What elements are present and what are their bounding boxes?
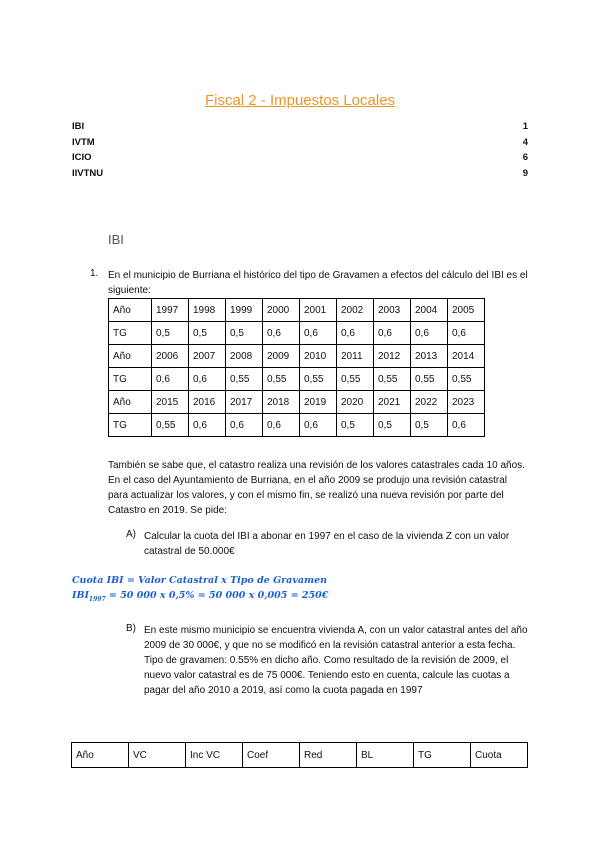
tax-rate-history-table <box>108 298 485 437</box>
table-cell: 2004 <box>411 299 448 322</box>
toc-page: 4 <box>522 136 528 148</box>
toc-entry[interactable] <box>72 150 528 166</box>
table-cell: 2014 <box>448 345 485 368</box>
section-heading: IBI <box>108 232 124 247</box>
calc-header-row <box>72 743 528 768</box>
table-row <box>109 368 485 391</box>
table-cell: 2007 <box>189 345 226 368</box>
toc-entry[interactable] <box>72 135 528 151</box>
formula-result <box>72 590 328 603</box>
table-cell: 2019 <box>300 391 337 414</box>
table-cell: 2008 <box>226 345 263 368</box>
table-of-contents <box>72 119 528 181</box>
table-cell: 1998 <box>189 299 226 322</box>
table-cell: 0,6 <box>448 322 485 345</box>
table-cell: 0,5 <box>189 322 226 345</box>
calc-header-cell: Cuota <box>471 743 528 768</box>
table-row <box>109 299 485 322</box>
document-title: Fiscal 2 - Impuestos Locales <box>204 92 396 109</box>
part-a-text: Calcular la cuota del IBI a abonar en 1997 en el caso de la vivienda Z con un valor catastral de 50.000€ <box>144 531 510 557</box>
table-row <box>109 345 485 368</box>
table-cell: 0,55 <box>263 368 300 391</box>
table-cell: 0,55 <box>152 414 189 437</box>
table-cell: TG <box>109 368 152 391</box>
table-cell: 2020 <box>337 391 374 414</box>
table-cell: 0,5 <box>374 414 411 437</box>
table-cell: 0,55 <box>226 368 263 391</box>
table-cell: 0,6 <box>300 322 337 345</box>
table-cell: 0,55 <box>448 368 485 391</box>
calc-header-cell: VC <box>129 743 186 768</box>
table-cell: TG <box>109 322 152 345</box>
calc-header-cell: TG <box>414 743 471 768</box>
table-cell: 0,55 <box>300 368 337 391</box>
formula-subscript: 1997 <box>88 595 106 603</box>
table-cell: 0,5 <box>152 322 189 345</box>
calculation-table <box>71 742 528 768</box>
part-a-letter: A) <box>126 529 136 540</box>
table-cell: 0,5 <box>337 414 374 437</box>
table-cell: 0,6 <box>448 414 485 437</box>
table-cell: 2015 <box>152 391 189 414</box>
toc-label: ICIO <box>72 152 92 163</box>
table-cell: 0,6 <box>189 414 226 437</box>
table-cell: 1999 <box>226 299 263 322</box>
table-cell: 2017 <box>226 391 263 414</box>
calc-header-cell: Coef <box>243 743 300 768</box>
toc-page: 6 <box>522 152 528 163</box>
toc-page: 9 <box>522 167 528 179</box>
table-cell: 0,5 <box>411 414 448 437</box>
toc-label: IIVTNU <box>72 167 104 179</box>
part-b-text: En este mismo municipio se encuentra vivienda A, con un valor catastral antes del año 2009 de 30 000€, y que no se modificó en la revisión catastral anterior a esta fecha. Tipo de gravamen: 0.55% en dicho año. Como resultado de la revisión de 2009, el nuevo valor catastral es de 75 000€. Teniendo esto en cuenta, calcule las cuotas a pagar del año 2010 a 2019, así como la cuota pagada en 1997 <box>144 625 528 696</box>
table-row <box>109 391 485 414</box>
calc-header-cell: BL <box>357 743 414 768</box>
table-cell: 0,6 <box>226 414 263 437</box>
calc-header-cell: Red <box>300 743 357 768</box>
table-cell: 0,55 <box>411 368 448 391</box>
table-cell: TG <box>109 414 152 437</box>
toc-page: 1 <box>522 121 528 132</box>
table-cell: 0,6 <box>374 322 411 345</box>
table-cell: 0,6 <box>152 368 189 391</box>
table-cell: 2010 <box>300 345 337 368</box>
calc-header-cell: Inc VC <box>186 743 243 768</box>
formula-definition: Cuota IBI = Valor Catastral x Tipo de Gravamen <box>72 575 328 586</box>
revision-paragraph: También se sabe que, el catastro realiza una revisión de los valores catastrales cada 10 años. En el caso del Ayuntamiento de Burriana, en el año 2009 se produjo una revisión catastral para actualizar los valores, y con el mismo fin, se realizó una nueva revisión por parte del Catastro en 2019. Se pide: <box>108 460 525 516</box>
table-cell: 2009 <box>263 345 300 368</box>
toc-label: IBI <box>72 121 85 132</box>
table-cell: 0,6 <box>263 322 300 345</box>
table-cell: 2013 <box>411 345 448 368</box>
table-cell: 0,6 <box>411 322 448 345</box>
table-cell: Año <box>109 391 152 414</box>
table-cell: 2021 <box>374 391 411 414</box>
table-cell: 0,6 <box>189 368 226 391</box>
table-cell: 0,6 <box>337 322 374 345</box>
table-cell: 2022 <box>411 391 448 414</box>
table-cell: 2011 <box>337 345 374 368</box>
table-cell: 2016 <box>189 391 226 414</box>
exercise-number: 1. <box>90 268 99 279</box>
table-row <box>109 322 485 345</box>
table-cell: 2001 <box>300 299 337 322</box>
table-cell: 0,5 <box>226 322 263 345</box>
table-cell: 2002 <box>337 299 374 322</box>
table-cell: 2000 <box>263 299 300 322</box>
toc-entry[interactable] <box>72 166 528 182</box>
table-cell: 0,55 <box>374 368 411 391</box>
table-cell: Año <box>109 299 152 322</box>
calc-header-cell: Año <box>72 743 129 768</box>
toc-label: IVTM <box>72 136 95 148</box>
table-row <box>109 414 485 437</box>
table-cell: 2012 <box>374 345 411 368</box>
table-cell: 0,6 <box>263 414 300 437</box>
table-cell: 0,6 <box>300 414 337 437</box>
table-cell: 0,55 <box>337 368 374 391</box>
toc-entry[interactable] <box>72 119 528 135</box>
exercise-intro: En el municipio de Burriana el histórico del tipo de Gravamen a efectos del cálculo del IBI es el siguiente: <box>108 270 528 296</box>
table-cell: 1997 <box>152 299 189 322</box>
part-b-letter: B) <box>126 623 136 634</box>
table-cell: Año <box>109 345 152 368</box>
table-cell: 2023 <box>448 391 485 414</box>
table-cell: 2003 <box>374 299 411 322</box>
table-cell: 2005 <box>448 299 485 322</box>
formula-lhs: IBI <box>72 590 89 601</box>
formula-rhs: = 50 000 x 0,5% = 50 000 x 0,005 = 250€ <box>105 590 329 601</box>
table-cell: 2006 <box>152 345 189 368</box>
table-cell: 2018 <box>263 391 300 414</box>
